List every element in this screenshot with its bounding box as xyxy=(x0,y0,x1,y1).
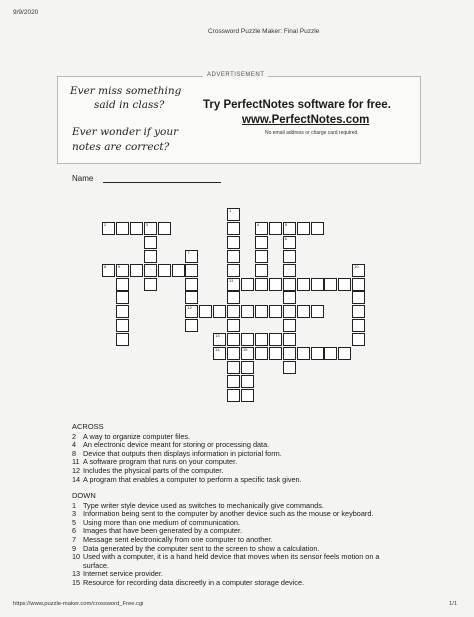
crossword-cell[interactable] xyxy=(227,347,240,360)
crossword-cell[interactable] xyxy=(185,278,198,291)
crossword-cell[interactable] xyxy=(144,250,157,263)
cell-number: 5 xyxy=(284,221,287,227)
clue-number: 14 xyxy=(72,474,81,484)
cell-number: 8 xyxy=(104,263,107,269)
ad-headline: Try PerfectNotes software for free. xyxy=(203,99,391,111)
crossword-cell[interactable] xyxy=(297,347,310,360)
crossword-cell[interactable] xyxy=(227,291,240,304)
crossword-cell[interactable] xyxy=(283,222,296,235)
crossword-cell[interactable] xyxy=(241,278,254,291)
clue-number: 7 xyxy=(72,534,77,544)
clue-text: Device that outputs then displays information in pictorial form. xyxy=(83,448,282,458)
page-title: Crossword Puzzle Maker: Final Puzzle xyxy=(208,28,320,35)
across-heading: ACROSS xyxy=(72,422,104,431)
crossword-cell[interactable] xyxy=(227,333,240,346)
cell-number: 6 xyxy=(284,235,287,241)
clue-text: A way to organize computer files. xyxy=(83,431,191,441)
crossword-cell[interactable] xyxy=(116,291,129,304)
crossword-cell[interactable] xyxy=(255,333,268,346)
crossword-cell[interactable] xyxy=(324,278,337,291)
crossword-cell[interactable] xyxy=(241,347,254,360)
crossword-cell[interactable] xyxy=(241,305,254,318)
crossword-cell[interactable] xyxy=(227,222,240,235)
crossword-cell[interactable] xyxy=(352,291,365,304)
crossword-cell[interactable] xyxy=(227,264,240,277)
crossword-cell[interactable] xyxy=(311,305,324,318)
ad-handwritten-line-4: notes are correct? xyxy=(72,141,170,153)
across-clues xyxy=(72,423,392,484)
crossword-cell[interactable] xyxy=(255,236,268,249)
crossword-cell[interactable] xyxy=(116,305,129,318)
footer-url: https://www.puzzle-maker.com/crossword_Free.cgi xyxy=(13,601,144,607)
cell-number: 10 xyxy=(354,263,359,269)
down-clues xyxy=(72,492,390,588)
name-label: Name xyxy=(72,174,94,183)
crossword-cell[interactable] xyxy=(255,347,268,360)
crossword-cell[interactable] xyxy=(297,305,310,318)
clue-text: Using more than one medium of communication. xyxy=(83,517,240,527)
crossword-cell[interactable] xyxy=(227,361,240,374)
clue-number: 2 xyxy=(72,431,77,441)
crossword-cell[interactable] xyxy=(255,278,268,291)
crossword-cell[interactable] xyxy=(213,305,226,318)
crossword-cell[interactable] xyxy=(255,222,268,235)
crossword-cell[interactable] xyxy=(213,333,226,346)
cell-number: 3 xyxy=(145,221,148,227)
crossword-cell[interactable] xyxy=(130,264,143,277)
crossword-cell[interactable] xyxy=(172,264,185,277)
clue-text: Message sent electronically from one computer to another. xyxy=(83,534,273,544)
crossword-cell[interactable] xyxy=(297,278,310,291)
ad-handwritten-line-1: Ever miss something xyxy=(70,85,182,97)
crossword-cell[interactable] xyxy=(116,278,129,291)
crossword-cell[interactable] xyxy=(144,278,157,291)
down-heading: DOWN xyxy=(72,491,96,500)
crossword-cell[interactable] xyxy=(116,264,129,277)
crossword-cell[interactable] xyxy=(227,389,240,402)
crossword-cell[interactable] xyxy=(283,333,296,346)
crossword-cell[interactable] xyxy=(227,278,240,291)
crossword-cell[interactable] xyxy=(283,305,296,318)
crossword-cell[interactable] xyxy=(269,347,282,360)
ad-handwritten-line-3: Ever wonder if your xyxy=(72,126,179,138)
clue-number: 11 xyxy=(72,457,80,467)
clue-text: Includes the physical parts of the computer. xyxy=(83,465,224,475)
crossword-cell[interactable] xyxy=(352,319,365,332)
crossword-cell[interactable] xyxy=(116,319,129,332)
crossword-cell[interactable] xyxy=(158,222,171,235)
name-field[interactable] xyxy=(103,182,221,183)
crossword-cell[interactable] xyxy=(227,375,240,388)
crossword-cell[interactable] xyxy=(324,347,337,360)
crossword-cell[interactable] xyxy=(185,319,198,332)
clue-text: A program that enables a computer to perform a specific task given. xyxy=(83,474,302,484)
crossword-cell[interactable] xyxy=(255,264,268,277)
crossword-cell[interactable] xyxy=(352,278,365,291)
crossword-cell[interactable] xyxy=(158,264,171,277)
clue-number: 5 xyxy=(72,517,77,527)
down-clue xyxy=(72,579,390,588)
cell-number: 14 xyxy=(215,347,220,352)
clue-number: 3 xyxy=(72,509,77,519)
clue-text: Information being sent to the computer by another device such as the mouse or keyboard. xyxy=(83,509,374,519)
crossword-cell[interactable] xyxy=(227,305,240,318)
clue-text: Type writer style device used as switches to mechanically give commands. xyxy=(83,500,324,510)
crossword-cell[interactable] xyxy=(185,305,198,318)
cell-number: 11 xyxy=(229,277,234,283)
ad-handwritten-line-2: said in class? xyxy=(94,99,165,111)
clue-number: 13 xyxy=(72,569,81,579)
crossword-cell[interactable] xyxy=(102,264,115,277)
cell-number: 4 xyxy=(256,221,260,227)
crossword-cell[interactable] xyxy=(269,222,282,235)
crossword-cell[interactable] xyxy=(144,222,157,235)
crossword-cell[interactable] xyxy=(269,278,282,291)
crossword-cell[interactable] xyxy=(241,361,254,374)
crossword-cell[interactable] xyxy=(130,222,143,235)
crossword-cell[interactable] xyxy=(352,305,365,318)
crossword-cell[interactable] xyxy=(116,333,129,346)
clue-text: Internet service provider. xyxy=(83,569,163,579)
crossword-cell[interactable] xyxy=(283,347,296,360)
crossword-cell[interactable] xyxy=(185,291,198,304)
across-clue xyxy=(72,476,392,485)
ad-url-link[interactable]: www.PerfectNotes.com xyxy=(242,114,370,126)
crossword-cell[interactable] xyxy=(102,222,115,235)
crossword-cell[interactable] xyxy=(227,250,240,263)
crossword-cell[interactable] xyxy=(311,278,324,291)
ad-label: ADVERTISEMENT xyxy=(203,72,268,78)
crossword-cell[interactable] xyxy=(213,347,226,360)
clue-number: 12 xyxy=(72,465,81,475)
crossword-cell[interactable] xyxy=(116,222,129,235)
crossword-cell[interactable] xyxy=(297,222,310,235)
down-clue xyxy=(72,553,390,570)
crossword-cell[interactable] xyxy=(185,250,198,263)
clue-text: Used with a computer, it is a hand held device that moves when its sensor feels motion on a surface. xyxy=(83,552,380,570)
cell-number: 15 xyxy=(243,347,248,352)
cell-number: 9 xyxy=(117,263,121,269)
crossword-cell[interactable] xyxy=(283,236,296,249)
crossword-cell[interactable] xyxy=(227,208,240,221)
advertisement-box[interactable] xyxy=(57,72,421,164)
cell-number: 7 xyxy=(187,249,190,255)
clue-text: A software program that runs on your computer. xyxy=(83,457,238,467)
crossword-cell[interactable] xyxy=(255,250,268,263)
crossword-cell[interactable] xyxy=(199,305,212,318)
crossword-cell[interactable] xyxy=(227,236,240,249)
clue-number: 15 xyxy=(72,577,81,587)
ad-fineprint: No email address or charge card required. xyxy=(265,130,359,136)
crossword-cell[interactable] xyxy=(241,375,254,388)
cell-number: 1 xyxy=(229,208,232,213)
clue-text: Data generated by the computer sent to the screen to show a calculation. xyxy=(83,543,320,553)
crossword-cell[interactable] xyxy=(227,319,240,332)
crossword-cell[interactable] xyxy=(144,264,157,277)
crossword-cell[interactable] xyxy=(255,305,268,318)
clue-number: 4 xyxy=(72,440,77,450)
crossword-cell[interactable] xyxy=(283,278,296,291)
crossword-cell[interactable] xyxy=(311,222,324,235)
crossword-cell[interactable] xyxy=(338,347,351,360)
clue-text: An electronic device meant for storing or processing data. xyxy=(83,440,270,450)
clue-number: 9 xyxy=(72,543,77,553)
print-date: 9/9/2020 xyxy=(13,9,39,16)
crossword-cell[interactable] xyxy=(144,236,157,249)
crossword-cell[interactable] xyxy=(338,278,351,291)
clue-number: 8 xyxy=(72,448,77,458)
crossword-cell[interactable] xyxy=(185,264,198,277)
clue-number: 1 xyxy=(72,500,77,510)
cell-number: 13 xyxy=(215,333,220,339)
clue-number: 6 xyxy=(72,526,77,536)
crossword-cell[interactable] xyxy=(311,347,324,360)
clue-text: Resource for recording data discreetly in a computer storage device. xyxy=(83,577,305,587)
crossword-cell[interactable] xyxy=(269,333,282,346)
crossword-cell[interactable] xyxy=(241,333,254,346)
crossword-cell[interactable] xyxy=(352,333,365,346)
crossword-cell[interactable] xyxy=(269,305,282,318)
crossword-cell[interactable] xyxy=(283,291,296,304)
crossword-cell[interactable] xyxy=(283,361,296,374)
cell-number: 2 xyxy=(104,221,107,227)
crossword-cell[interactable] xyxy=(283,264,296,277)
crossword-cell[interactable] xyxy=(241,389,254,402)
crossword-cell[interactable] xyxy=(283,250,296,263)
crossword-cell[interactable] xyxy=(283,319,296,332)
footer-page-number: 1/1 xyxy=(449,601,458,607)
clue-number: 10 xyxy=(72,552,81,562)
crossword-cell[interactable] xyxy=(352,264,365,277)
clue-text: Images that have been generated by a computer. xyxy=(83,526,243,536)
cell-number: 12 xyxy=(187,305,192,311)
